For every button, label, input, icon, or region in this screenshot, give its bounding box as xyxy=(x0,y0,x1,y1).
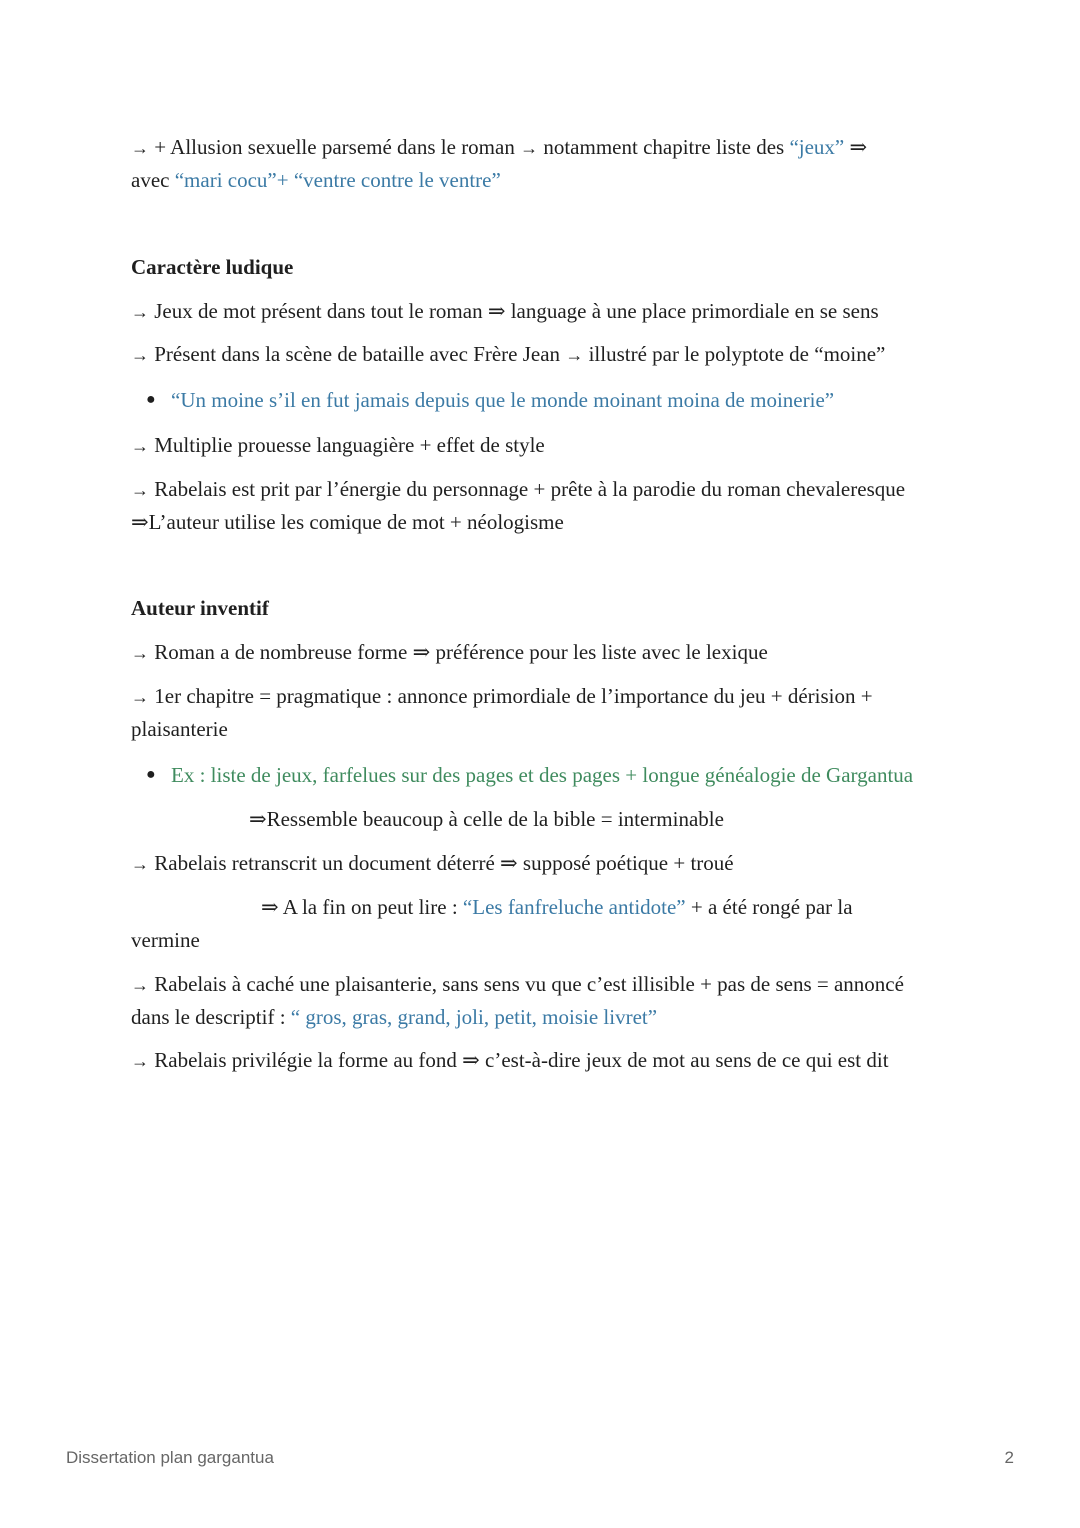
text: Jeux de mot présent dans tout le roman xyxy=(154,299,483,323)
arrow-icon: → xyxy=(131,480,149,500)
text: Rabelais privilégie la forme au fond xyxy=(154,1048,457,1072)
arrow-icon: → xyxy=(131,854,149,874)
example-line: Ex : liste de jeux, farfelues sur des pages et des pages + longue généalogie de Gargantua xyxy=(171,763,914,787)
implies-icon: ⇒ xyxy=(412,640,431,664)
arrow-icon: → xyxy=(131,687,149,707)
inventif-line-6b xyxy=(131,1004,657,1030)
text: + a été rongé par la xyxy=(690,895,853,919)
arrow-icon: → xyxy=(131,643,149,663)
implies-icon: ⇒ xyxy=(462,1048,480,1072)
bullet-icon: ● xyxy=(146,766,156,783)
implies-icon: ⇒ xyxy=(849,135,868,159)
inventif-line-6 xyxy=(131,971,904,998)
quote-moine: “Un moine s’il en fut jamais depuis que le monde moinant moina de moinerie” xyxy=(171,388,835,412)
implies-icon: ⇒ xyxy=(500,851,518,875)
quote: “Les fanfreluche antidote” xyxy=(462,895,686,919)
ludique-line-1 xyxy=(131,298,879,325)
implies-icon: ⇒ xyxy=(249,807,267,831)
text: Présent dans la scène de bataille avec Frère Jean xyxy=(154,342,561,366)
arrow-icon: → xyxy=(131,975,149,995)
inventif-line-3 xyxy=(249,806,724,832)
text: + xyxy=(276,168,289,192)
text: Ressemble beaucoup à celle de la bible = interminable xyxy=(266,807,724,831)
inventif-line-5b: vermine xyxy=(131,928,200,952)
arrow-icon: → xyxy=(131,302,149,322)
footer-title: Dissertation plan gargantua xyxy=(66,1448,274,1467)
inventif-line-4 xyxy=(131,850,734,877)
quote: “mari cocu” xyxy=(174,168,277,192)
inventif-line-5 xyxy=(261,894,853,920)
quote: “ventre contre le ventre” xyxy=(293,168,501,192)
text: Rabelais retranscrit un document déterré xyxy=(154,851,495,875)
allusion-line-1 xyxy=(131,134,867,161)
quote: “ gros, gras, grand, joli, petit, moisie livret” xyxy=(290,1005,658,1029)
allusion-line-2 xyxy=(131,167,501,193)
text: Rabelais à caché une plaisanterie, sans sens vu que c’est illisible + pas de sens = annoncé xyxy=(154,972,904,996)
text: A la fin on peut lire : xyxy=(282,895,458,919)
arrow-icon: → xyxy=(131,345,149,365)
ludique-line-4 xyxy=(131,476,905,503)
arrow-icon: → xyxy=(520,138,539,158)
implies-icon: ⇒ xyxy=(261,895,279,919)
text: L’auteur utilise les comique de mot + néologisme xyxy=(148,510,564,534)
arrow-icon: → xyxy=(131,436,149,456)
text: notamment chapitre liste des xyxy=(543,135,785,159)
inventif-line-2 xyxy=(131,683,873,710)
ludique-line-2 xyxy=(131,341,885,368)
text: 1er chapitre = pragmatique : annonce primordiale de l’importance du jeu + dérision + xyxy=(154,684,873,708)
implies-icon: ⇒ xyxy=(131,510,149,534)
page-number: 2 xyxy=(1004,1448,1014,1467)
text: Multiplie prouesse languagière + effet de style xyxy=(154,433,545,457)
quote: “jeux” xyxy=(789,135,845,159)
section-heading-ludique: Caractère ludique xyxy=(131,255,294,279)
bullet-icon: ● xyxy=(146,391,156,408)
text: avec xyxy=(131,168,170,192)
inventif-line-7 xyxy=(131,1047,889,1074)
section-heading-inventif: Auteur inventif xyxy=(131,596,269,620)
implies-icon: ⇒ xyxy=(487,299,506,323)
ludique-line-3 xyxy=(131,432,545,459)
arrow-icon: → xyxy=(131,1051,149,1071)
inventif-line-1 xyxy=(131,639,768,666)
text: Rabelais est prit par l’énergie du personnage + prête à la parodie du roman chevaleresque xyxy=(154,477,906,501)
text: dans le descriptif : xyxy=(131,1005,286,1029)
arrow-icon: → xyxy=(131,138,149,158)
text: préférence pour les liste avec le lexique xyxy=(435,640,768,664)
text: Roman a de nombreuse forme xyxy=(154,640,408,664)
inventif-line-2b: plaisanterie xyxy=(131,717,228,741)
text: language à une place primordiale en se sens xyxy=(510,299,879,323)
text: + Allusion sexuelle parsemé dans le roman xyxy=(154,135,515,159)
text: c’est-à-dire jeux de mot au sens de ce qui est dit xyxy=(485,1048,889,1072)
arrow-icon: → xyxy=(565,345,584,365)
text: illustré par le polyptote de “moine” xyxy=(588,342,886,366)
ludique-line-5 xyxy=(131,509,564,535)
text: supposé poétique + troué xyxy=(522,851,734,875)
